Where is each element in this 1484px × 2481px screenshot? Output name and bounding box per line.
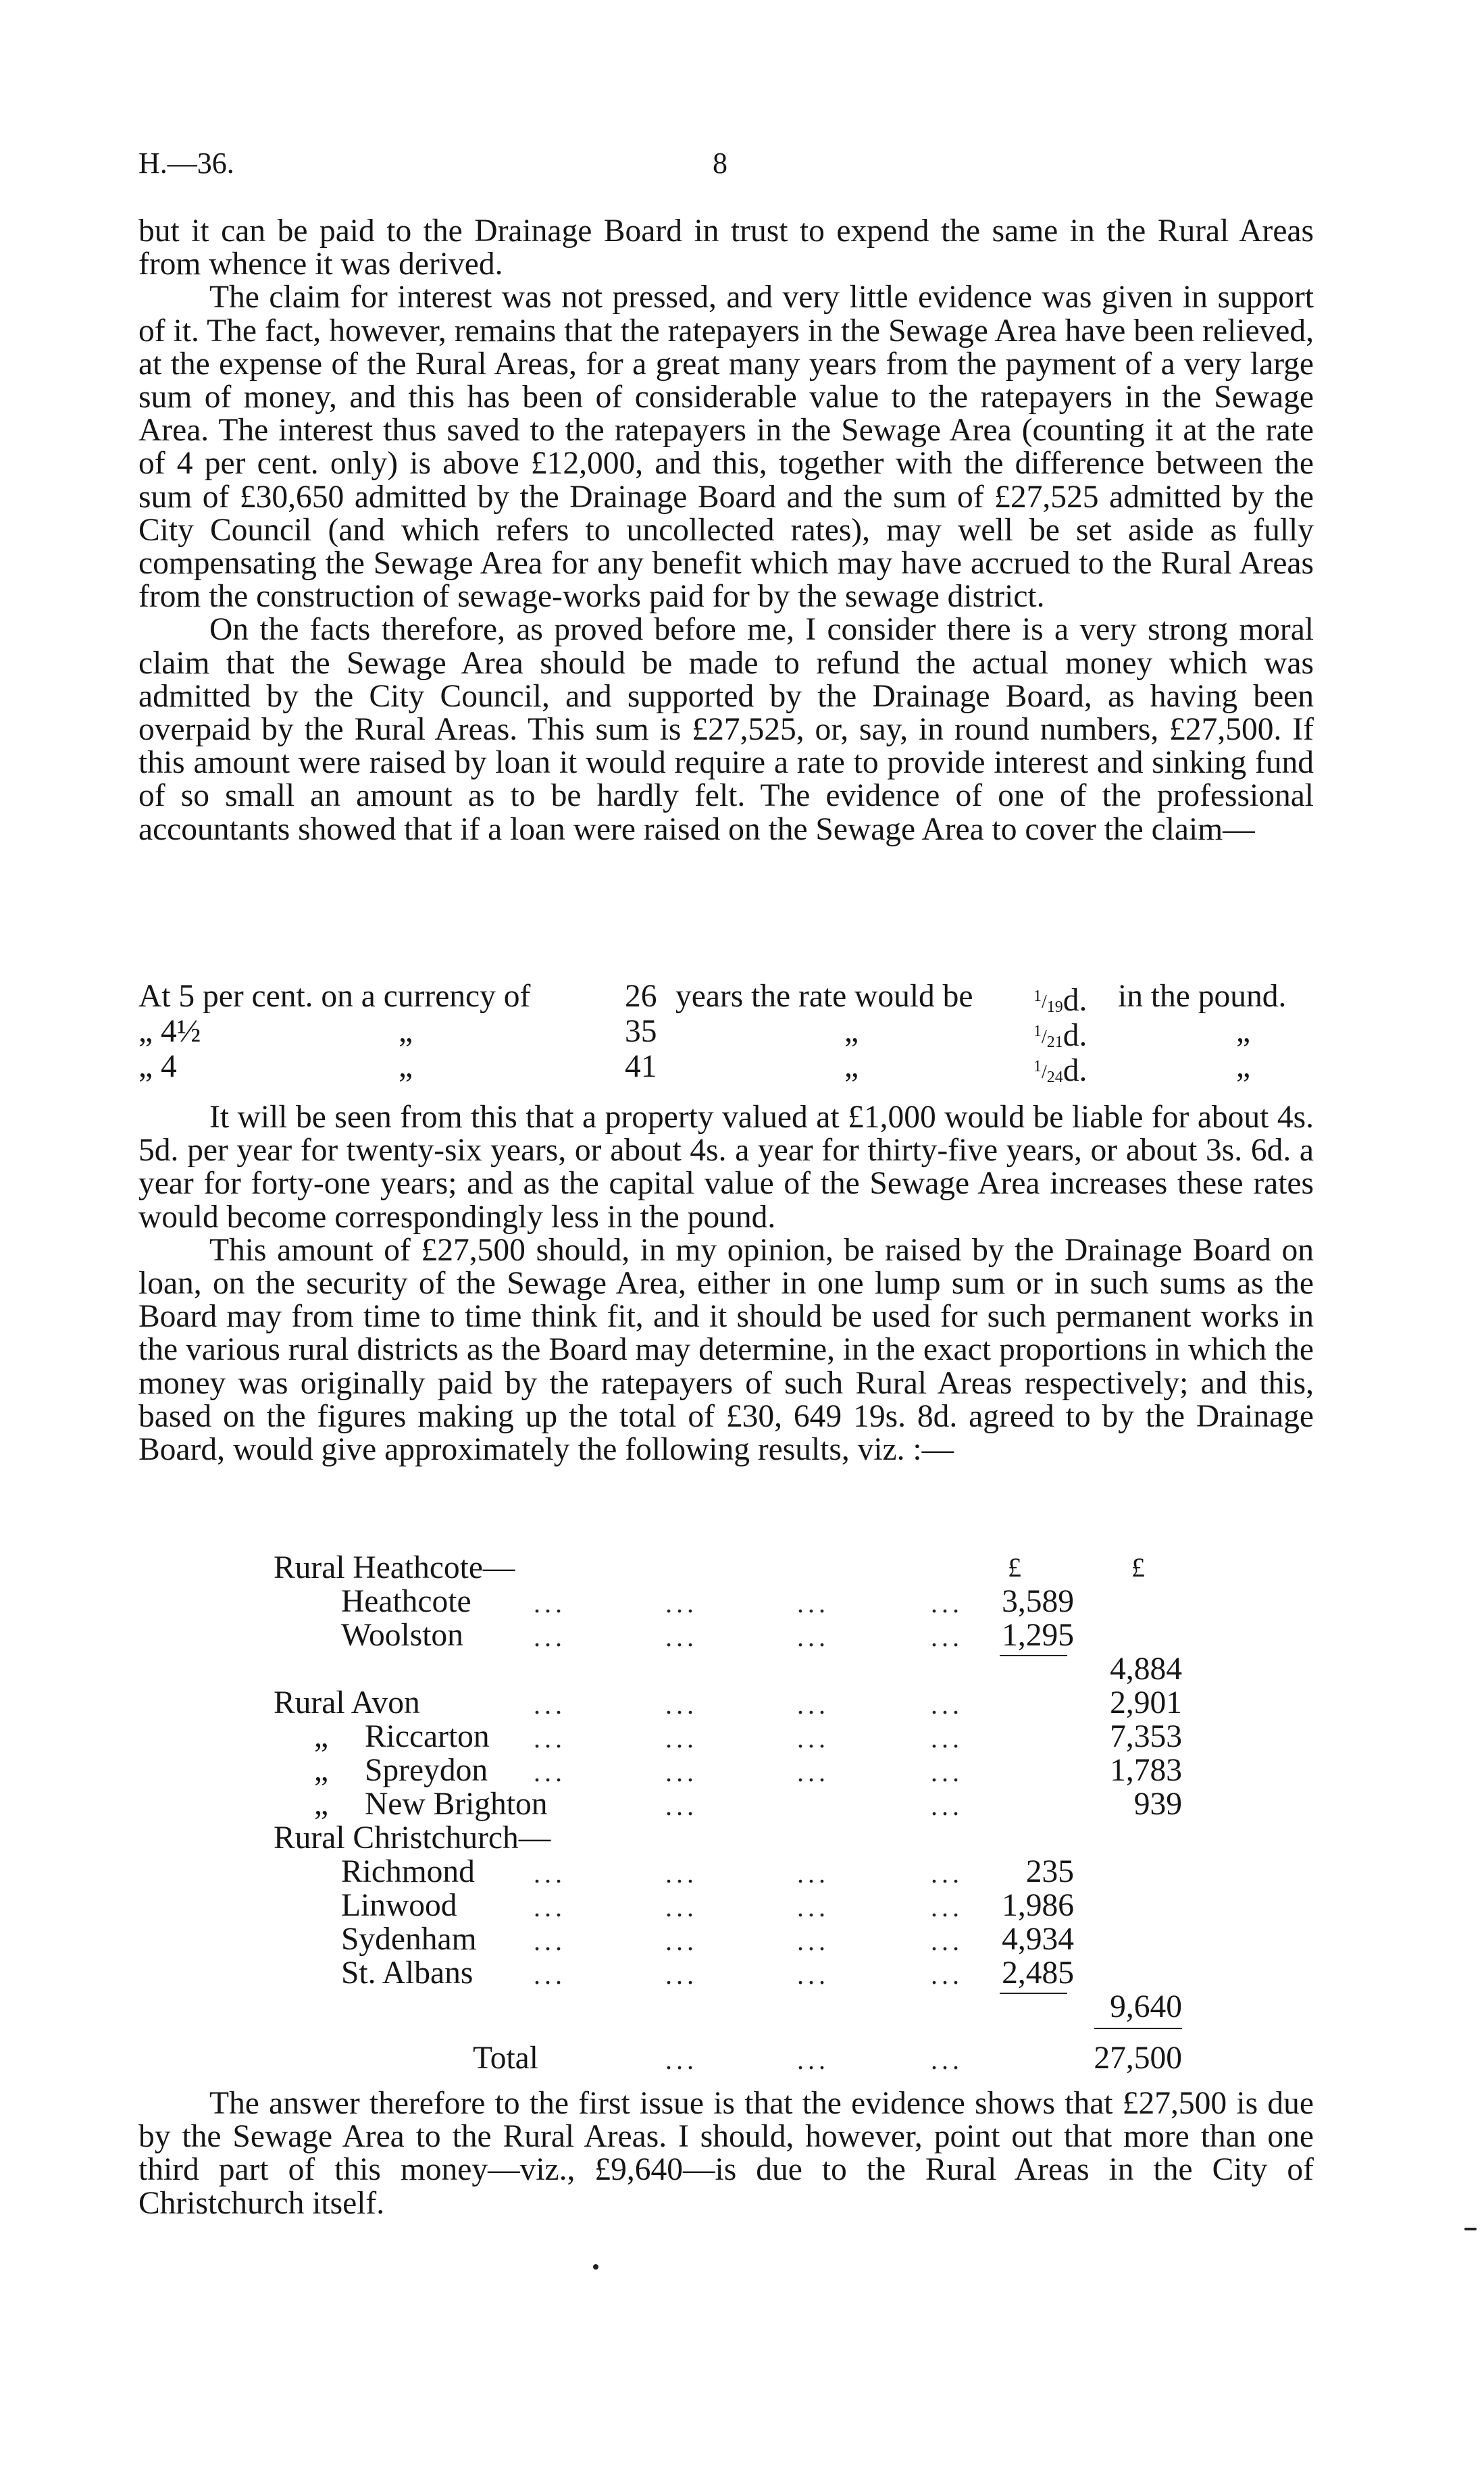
leader-dots: ... (931, 1588, 963, 1618)
ditto-mark: „ (314, 1787, 329, 1822)
paragraph-loan-proposal: This amount of £27,500 should, in my opinion, be raised by the Drainage Board on loan, on the security of the Sewage Area, either in one lump sum or in such sums as the Board may from time to time think fit, and it should be used for such permanent works in the various rural districts as the Board may determine, in the exact proportions in which the money was originally paid by the ratepayers of such Rural Areas respectively; and this, based on the figures making up the total of £30, 649 19s. 8d. agreed to by the Drainage Board, would give approximately the following results, viz. :— (138, 1232, 1314, 1468)
leader-dots: ... (931, 1723, 963, 1754)
leader-dots: ... (931, 1757, 963, 1787)
amount: 235 (1025, 1854, 1074, 1889)
leader-dots: ... (534, 1689, 566, 1720)
group-heading: Rural Christchurch— (274, 1820, 551, 1856)
paragraph-interest-claim: The claim for interest was not pressed, and very little evidence was given in support of it. The fact, however, remains that the ratepayers in the Sewage Area have been relieved, at the expense of the Rural Areas, for a great many years from the payment of a very large sum of money, and this has been of considerable value to the ratepayers in the Sewage Area. The interest thus saved to the ratepayers in the Sewage Area (counting it at the rate of 4 per cent. only) is above £12,000, and this, together with the difference between the sum of £30,650 admitted by the Drainage Board and the sum of £27,525 admitted by the City Council (and which refers to uncollected rates), may well be set aside as fully compensating the Sewage Area for any benefit which may have accrued to the Rural Areas from the construction of sewage-works paid for by the sewage district. (138, 280, 1314, 615)
leader-dots: ... (797, 1960, 829, 1990)
row-label: Heathcote (341, 1584, 471, 1619)
leader-dots: ... (665, 1689, 698, 1720)
row-label: Spreydon (365, 1753, 488, 1788)
middle-paragraphs (138, 1101, 1314, 1466)
grand-total: 27,500 (1094, 2041, 1182, 2076)
leader-dots: ... (797, 2045, 829, 2075)
leader-dots: ... (534, 1960, 566, 1990)
leader-dots: ... (931, 2045, 963, 2075)
leader-dots: ... (665, 2045, 698, 2075)
rate-ditto: „ (844, 1014, 859, 1049)
rate-ditto: „ (844, 1049, 859, 1084)
leader-dots: ... (534, 1757, 566, 1787)
total-rule (1094, 2028, 1182, 2029)
leader-dots: ... (931, 1689, 963, 1720)
paragraph-answer-first-issue: The answer therefore to the first issue is that the evidence shows that £27,500 is due by the Sewage Area to the Rural Areas. I should, however, point out that more than one third part of this money—viz., £9,640—is due to the Rural Areas in the City of Christchurch itself. (138, 2086, 1314, 2221)
rate-after-years: years the rate would be (675, 979, 973, 1014)
subtotal: 4,884 (1110, 1652, 1182, 1687)
leader-dots: ... (665, 1723, 698, 1754)
rate-lead-4-half: „ 4½ (138, 1014, 201, 1049)
document-reference: H.—36. (138, 147, 234, 180)
leader-dots: ... (931, 1791, 963, 1821)
subtotal-rule (1000, 1993, 1067, 1994)
paragraph-moral-claim: On the facts therefore, as proved before me, I consider there is a very strong moral claim that the Sewage Area should be made to refund the actual money which was admitted by the City Council, and supported by the Drainage Board, as having been overpaid by the Rural Areas. This sum is £27,525, or, say, in round numbers, £27,500. If this amount were raised by loan it would require a rate to provide interest and sinking fund of so small an amount as to be hardly felt. The evidence of one of the professional accountants showed that if a loan were raised on the Sewage Area to cover the claim— (138, 612, 1314, 847)
leader-dots: ... (931, 1892, 963, 1922)
leader-dots: ... (797, 1858, 829, 1889)
row-label: Linwood (341, 1888, 457, 1923)
amount: 1,986 (1002, 1888, 1074, 1923)
row-label: Richmond (341, 1854, 475, 1889)
leader-dots: ... (665, 1791, 698, 1821)
amount: 2,901 (1110, 1685, 1182, 1720)
amount: 939 (1133, 1787, 1182, 1822)
paragraph-property-liability: It will be seen from this that a property valued at £1,000 would be liable for about 4s. 5d. per year for twenty-six years, or about 4s. a year for thirty-five years, or about 3s. 6d. a year for forty-one years; and as the capital value of the Sewage Area increases these rates would become correspondingly less in the pound. (138, 1100, 1314, 1235)
rate-lead-4: „ 4 (138, 1049, 177, 1084)
rate-tail: in the pound. (1118, 979, 1287, 1014)
amount: 3,589 (1002, 1584, 1074, 1619)
column-head-pounds: £ (1008, 1552, 1021, 1583)
rate-row-5 (138, 979, 530, 1013)
ditto-mark: „ (314, 1753, 329, 1788)
rate-fraction-24: $^1/_{24}d$. (1033, 1053, 1088, 1088)
leader-dots: ... (665, 1588, 698, 1618)
leader-dots: ... (665, 1757, 698, 1787)
row-label: St. Albans (341, 1955, 474, 1991)
edge-mark (1464, 2228, 1477, 2230)
leader-dots: ... (797, 1723, 829, 1754)
rate-ditto: „ (1236, 1049, 1251, 1084)
group-heading: Rural Heathcote— (274, 1550, 515, 1585)
opening-paragraphs (138, 215, 1314, 846)
leader-dots: ... (665, 1858, 698, 1889)
leader-dots: ... (797, 1757, 829, 1787)
closing-paragraph-block (138, 2087, 1314, 2220)
leader-dots: ... (931, 1622, 963, 1652)
amount: 1,295 (1002, 1618, 1074, 1653)
leader-dots: ... (665, 1960, 698, 1990)
page-number: 8 (713, 147, 727, 180)
leader-dots: ... (534, 1858, 566, 1889)
leader-dots: ... (931, 1926, 963, 1956)
rate-years-35: 35 (625, 1014, 657, 1049)
row-label: Woolston (341, 1618, 463, 1653)
rate-fraction-21: $^1/_{21}d$. (1033, 1018, 1088, 1053)
rate-fraction-19: $^1/_{19}d$. (1033, 983, 1088, 1018)
leader-dots: ... (665, 1622, 698, 1652)
amount: 1,783 (1110, 1753, 1182, 1788)
rate-years-41: 41 (625, 1049, 657, 1084)
amount: 2,485 (1002, 1955, 1074, 1991)
rate-ditto: „ (399, 1049, 413, 1084)
leader-dots: ... (931, 1858, 963, 1889)
leader-dots: ... (665, 1926, 698, 1956)
rate-ditto: „ (1236, 1014, 1251, 1049)
leader-dots: ... (797, 1926, 829, 1956)
amount: 7,353 (1110, 1719, 1182, 1754)
leader-dots: ... (797, 1892, 829, 1922)
rate-lead: At 5 per cent. on a currency of (138, 979, 531, 1014)
leader-dots: ... (534, 1622, 566, 1652)
rate-years-26: 26 (625, 979, 657, 1014)
amount: 4,934 (1002, 1922, 1074, 1957)
leader-dots: ... (797, 1588, 829, 1618)
leader-dots: ... (665, 1892, 698, 1922)
leader-dots: ... (797, 1622, 829, 1652)
leader-dots: ... (534, 1723, 566, 1754)
column-head-pounds: £ (1131, 1552, 1145, 1583)
rate-ditto: „ (399, 1014, 413, 1049)
row-label: Sydenham (341, 1922, 477, 1957)
row-label: Riccarton (365, 1719, 490, 1754)
subtotal: 9,640 (1110, 1989, 1182, 2024)
ditto-mark: „ (314, 1719, 329, 1754)
leader-dots: ... (931, 1960, 963, 1990)
row-label: New Brighton (365, 1787, 548, 1822)
total-label: Total (473, 2041, 538, 2076)
paragraph-continuation: but it can be paid to the Drainage Board in trust to expend the same in the Rural Areas from whence it was derived. (138, 213, 1314, 282)
subtotal-rule (1000, 1655, 1067, 1656)
print-speck (593, 2264, 598, 2270)
row-label: Rural Avon (274, 1685, 420, 1720)
leader-dots: ... (534, 1892, 566, 1922)
leader-dots: ... (534, 1926, 566, 1956)
leader-dots: ... (797, 1689, 829, 1720)
leader-dots: ... (534, 1588, 566, 1618)
